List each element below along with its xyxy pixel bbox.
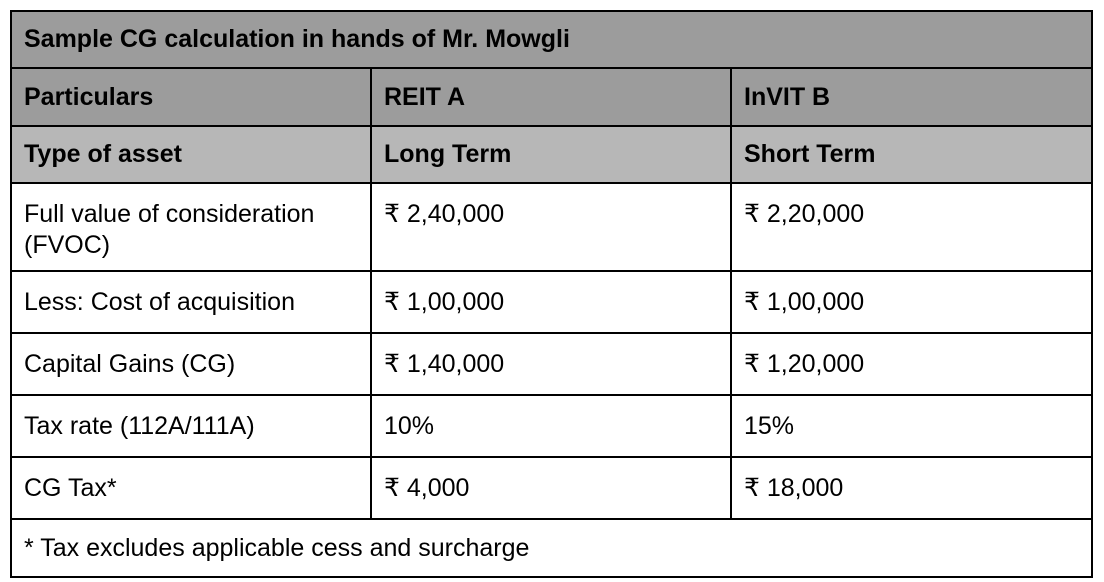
- row-value-reit-a: ₹ 4,000: [371, 457, 731, 519]
- footnote-row: [11, 519, 1092, 577]
- row-value-invit-b: ₹ 1,20,000: [731, 333, 1092, 395]
- row-value-invit-b: ₹ 2,20,000: [731, 183, 1092, 271]
- row-value-reit-a: ₹ 1,40,000: [371, 333, 731, 395]
- row-value-invit-b: ₹ 18,000: [731, 457, 1092, 519]
- asset-type-invit-b: Short Term: [731, 126, 1092, 183]
- header-particulars: Particulars: [11, 68, 371, 126]
- table-row: [11, 271, 1092, 333]
- row-value-reit-a: ₹ 1,00,000: [371, 271, 731, 333]
- row-value-invit-b: ₹ 1,00,000: [731, 271, 1092, 333]
- asset-type-row: [11, 126, 1092, 183]
- table-row: [11, 333, 1092, 395]
- table-title: Sample CG calculation in hands of Mr. Mowgli: [11, 11, 1092, 68]
- row-value-reit-a: ₹ 2,40,000: [371, 183, 731, 271]
- row-value-reit-a: 10%: [371, 395, 731, 457]
- table-header-row: [11, 68, 1092, 126]
- cg-calculation-table: [10, 10, 1093, 578]
- table-row: [11, 457, 1092, 519]
- row-label: Capital Gains (CG): [11, 333, 371, 395]
- row-value-invit-b: 15%: [731, 395, 1092, 457]
- table-row: [11, 183, 1092, 271]
- asset-type-reit-a: Long Term: [371, 126, 731, 183]
- table-title-row: [11, 11, 1092, 68]
- asset-type-label: Type of asset: [11, 126, 371, 183]
- row-label: Full value of consideration (FVOC): [11, 183, 371, 271]
- table-row: [11, 395, 1092, 457]
- row-label: Less: Cost of acquisition: [11, 271, 371, 333]
- header-invit-b: InVIT B: [731, 68, 1092, 126]
- header-reit-a: REIT A: [371, 68, 731, 126]
- row-label: CG Tax*: [11, 457, 371, 519]
- row-label: Tax rate (112A/111A): [11, 395, 371, 457]
- footnote: * Tax excludes applicable cess and surcharge: [11, 519, 1092, 577]
